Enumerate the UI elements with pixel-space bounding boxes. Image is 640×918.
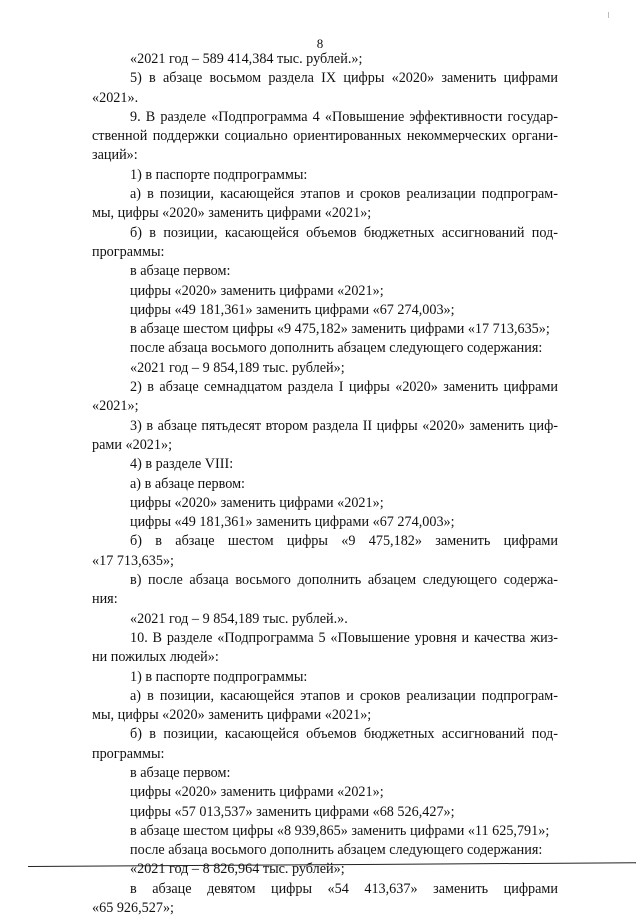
text-line: б) в абзаце шестом цифры «9 475,182» заменить цифрами [130, 533, 558, 550]
text-line: «2021». [92, 89, 139, 106]
text-line: 2) в абзаце семнадцатом раздела I цифры «2020» заменить цифрами [130, 379, 558, 396]
text-line: «2021 год – 9 854,189 тыс. рублей.». [130, 610, 348, 627]
text-line: 1) в паспорте подпрограммы: [130, 668, 308, 685]
text-line: 5) в абзаце восьмом раздела IX цифры «2020» заменить цифрами [130, 70, 558, 87]
text-line: мы, цифры «2020» заменить цифрами «2021»; [92, 707, 372, 724]
text-line: б) в позиции, касающейся объемов бюджетных ассигнований под- [130, 224, 558, 241]
text-line: «2021 год – 9 854,189 тыс. рублей»; [130, 359, 345, 376]
text-line: «2021 год – 589 414,384 тыс. рублей.»; [130, 51, 363, 67]
text-line: б) в позиции, касающейся объемов бюджетных ассигнований под- [130, 726, 558, 743]
text-line: цифры «2020» заменить цифрами «2021»; [130, 784, 384, 801]
text-line: «17 713,635»; [92, 552, 174, 569]
text-line: цифры «49 181,361» заменить цифрами «67 274,003»; [130, 514, 455, 531]
text-line: а) в абзаце первом: [130, 475, 245, 492]
text-line: 9. В разделе «Подпрограмма 4 «Повышение эффективности государ- [130, 108, 558, 125]
text-line: ния: [92, 591, 118, 608]
text-line: цифры «2020» заменить цифрами «2021»; [130, 494, 384, 511]
page-number: 8 [316, 36, 324, 51]
text-line: «2021»; [92, 398, 139, 415]
text-line: а) в позиции, касающейся этапов и сроков реализации подпрограм- [130, 687, 558, 704]
text-line: в абзаце первом: [130, 764, 231, 781]
text-line: 1) в паспорте подпрограммы: [130, 166, 308, 183]
text-line: цифры «49 181,361» заменить цифрами «67 274,003»; [130, 301, 455, 318]
text-line: в абзаце шестом цифры «8 939,865» заменить цифрами «11 625,791»; [130, 822, 550, 839]
text-line: после абзаца восьмого дополнить абзацем следующего содержания: [130, 842, 543, 859]
text-line: цифры «57 013,537» заменить цифрами «68 526,427»; [130, 803, 455, 820]
text-line: 3) в абзаце пятьдесят втором раздела II цифры «2020» заменить циф- [130, 417, 558, 434]
text-line: в) после абзаца восьмого дополнить абзацем следующего содержа- [130, 572, 558, 589]
text-line: а) в позиции, касающейся этапов и сроков реализации подпрограм- [130, 186, 558, 203]
text-line: ственной поддержки социально ориентированных некоммерческих органи- [92, 128, 558, 145]
text-line: рами «2021»; [92, 436, 173, 453]
scan-mark [608, 12, 609, 18]
text-line: цифры «2020» заменить цифрами «2021»; [130, 282, 384, 299]
text-line: заций»: [92, 147, 138, 164]
document-body [92, 50, 558, 918]
text-line: в абзаце девятом цифры «54 413,637» заменить цифрами [130, 880, 558, 897]
text-line: после абзаца восьмого дополнить абзацем следующего содержания: [130, 340, 543, 357]
text-line: в абзаце шестом цифры «9 475,182» заменить цифрами «17 713,635»; [130, 321, 550, 338]
text-line: программы: [92, 745, 165, 762]
text-line: 10. В разделе «Подпрограмма 5 «Повышение уровня и качества жиз- [130, 629, 558, 646]
text-line: «2021 год – 8 826,964 тыс. рублей»; [130, 861, 345, 878]
text-line: 4) в разделе VIII: [130, 456, 234, 473]
text-line: программы: [92, 243, 165, 260]
text-line: «65 926,527»; [92, 900, 174, 917]
text-line: мы, цифры «2020» заменить цифрами «2021»; [92, 205, 372, 222]
text-line: ни пожилых людей»: [92, 649, 219, 666]
text-line: в абзаце первом: [130, 263, 231, 280]
